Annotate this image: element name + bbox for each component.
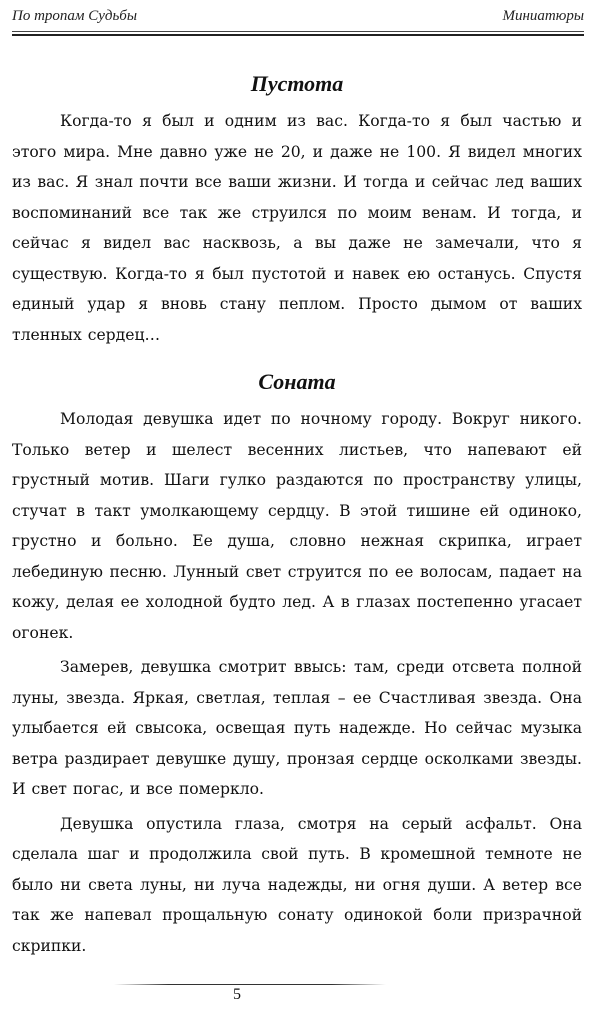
paragraph-sonata-3: Девушка опустила глаза, смотря на серый асфальт. Она сделала шаг и продолжила свой путь. В кромешной темноте не было ни света луны, ни луча надежды, ни огня души. А ветер все так же напевал прощальную сонату одинокой боли призрачной скрипки. bbox=[12, 814, 582, 955]
footer-rule bbox=[114, 984, 386, 985]
page-number: 5 bbox=[233, 986, 241, 1003]
header-rule-thin bbox=[12, 31, 584, 32]
paragraph-sonata-2: Замерев, девушка смотрит ввысь: там, среди отсвета полной луны, звезда. Яркая, светлая, теплая – ее Счастливая звезда. Она улыбается ей свысока, освещая путь надежде. Но сейчас музыка ветра раздирает девушке душу, пронзая сердце осколками звезды. И свет погас, и все померкло. bbox=[12, 658, 582, 798]
paragraph-pustota-1: Когда-то я был и одним из вас. Когда-то я был частью и этого мира. Мне давно уже не 20, и даже не 100. Я видел многих из вас. Я знал почти все ваши жизни. И тогда и сейчас лед ваших воспоминаний все так же струился по моим венам. И тогда, и сейчас я видел вас насквозь, а вы даже не замечали, что я существую. Когда-то я был пустотой и навек ею останусь. Спустя единый удар я вновь стану пеплом. Просто дымом от ваших тленных сердец… bbox=[12, 112, 582, 344]
section-title-sonata: Соната bbox=[258, 369, 336, 394]
running-header bbox=[12, 8, 584, 30]
paragraph-sonata-1: Молодая девушка идет по ночному городу. Вокруг никого. Только ветер и шелест весенних листьев, что напевают ей грустный мотив. Шаги гулко раздаются по пространству улицы, стучат в такт умолкающему сердцу. В этой тишине ей одиноко, грустно и больно. Ее душа, словно нежная скрипка, играет лебединую песню. Лунный свет струится по ее волосам, падает на кожу, делая ее холодной будто лед. А в глазах постепенно угасает огонек. bbox=[12, 410, 582, 642]
header-rule-thick bbox=[12, 34, 584, 36]
running-header-book-title: По тропам Судьбы bbox=[12, 8, 137, 24]
running-header-section-title: Миниатюры bbox=[502, 8, 584, 24]
page-body bbox=[12, 68, 582, 961]
section-title-pustota: Пустота bbox=[250, 71, 344, 96]
